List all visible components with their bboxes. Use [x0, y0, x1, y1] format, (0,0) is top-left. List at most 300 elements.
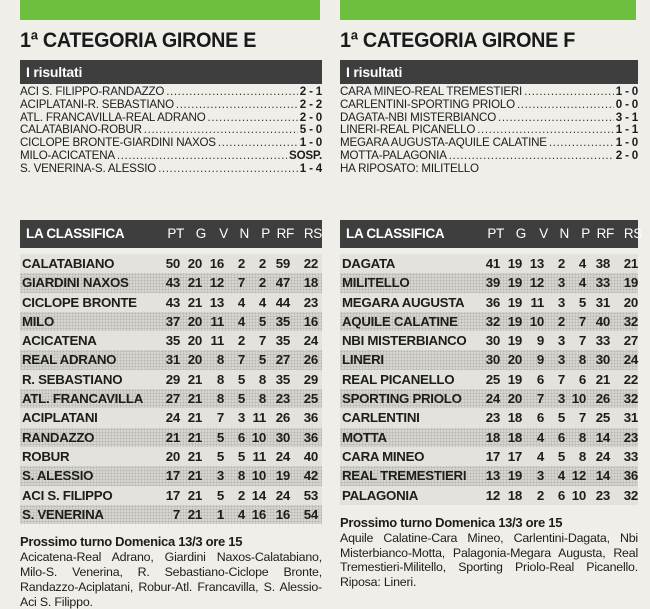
result-match: CARA MINEO-REAL TREMESTIERI [340, 85, 523, 98]
leader-dots [166, 86, 298, 99]
table-row [20, 370, 322, 389]
stat-pt: 17 [485, 448, 500, 464]
team-name: R. SEBASTIANO [22, 371, 123, 387]
results-heading: I risultati [340, 60, 638, 84]
stat-rf: 21 [595, 371, 610, 387]
results-list [340, 84, 638, 214]
stat-p: 10 [571, 391, 586, 407]
stat-rf: 35 [275, 313, 290, 329]
stat-rs: 21 [623, 256, 638, 271]
result-score: 2 - 0 [615, 148, 638, 162]
stat-n: 3 [557, 352, 565, 368]
stat-g: 21 [187, 371, 202, 387]
result-match: ACI S. FILIPPO-RANDAZZO [20, 85, 165, 98]
stat-pt: 36 [485, 294, 500, 310]
team-name: ROBUR [22, 448, 70, 464]
result-score: 0 - 0 [615, 97, 638, 111]
stat-rs: 25 [303, 391, 318, 407]
stat-g: 19 [507, 313, 522, 329]
team-name: SPORTING PRIOLO [342, 391, 462, 407]
stat-g: 19 [507, 256, 522, 271]
stat-rs: 23 [623, 429, 638, 445]
table-row [340, 486, 638, 505]
result-row [340, 99, 638, 112]
stat-p: 8 [578, 429, 586, 445]
stat-v: 4 [536, 448, 544, 464]
stat-g: 18 [507, 487, 522, 503]
table-row [340, 408, 638, 427]
stat-rs: 16 [303, 313, 318, 329]
stat-rs: 32 [623, 487, 638, 503]
table-row [340, 370, 638, 389]
stat-p: 7 [578, 410, 586, 426]
stat-g: 20 [507, 352, 522, 368]
stat-p: 5 [258, 313, 266, 329]
stat-pt: 41 [485, 256, 500, 271]
stat-pt: 18 [485, 429, 500, 445]
stat-rs: 20 [623, 294, 638, 310]
stat-pt: 31 [165, 352, 180, 368]
stat-v: 3 [216, 468, 224, 484]
stat-pt: 37 [165, 313, 180, 329]
result-row [20, 163, 322, 176]
stat-rf: 33 [595, 275, 610, 291]
result-score: 1 - 0 [615, 85, 638, 98]
stat-v: 11 [210, 313, 224, 329]
team-name: MEGARA AUGUSTA [342, 294, 465, 310]
stat-rf: 30 [595, 352, 610, 368]
stat-rf: 24 [275, 487, 290, 503]
stat-p: 7 [258, 333, 266, 349]
result-score: SOSP. [289, 148, 322, 162]
stat-g: 19 [507, 468, 522, 484]
result-score: 1 - 0 [299, 136, 322, 150]
stat-rf: 14 [595, 429, 610, 445]
stat-v: 7 [216, 410, 224, 426]
team-name: RANDAZZO [22, 429, 95, 445]
stat-p: 12 [571, 468, 586, 484]
stat-n: 4 [237, 294, 245, 310]
result-match: CARLENTINI-SPORTING PRIOLO [340, 97, 515, 111]
stat-g: 20 [187, 313, 202, 329]
stat-rs: 36 [623, 468, 638, 484]
stat-rs: 18 [303, 275, 318, 291]
stat-n: 3 [557, 275, 565, 291]
stat-g: 18 [507, 410, 522, 426]
stat-n: 7 [237, 275, 245, 291]
stat-v: 9 [536, 333, 544, 349]
team-name: ATL. FRANCAVILLA [22, 391, 144, 407]
next-round-fixtures: Acicatena-Real Adrano, Giardini Naxos-Calatabiano, Milo-S. Venerina, R. Sebastiano-Ciclope Bronte, Randazzo-Aciplatani, Robur-Atl. Francavilla, S. Alessio-Aci S. Filippo. [20, 550, 322, 609]
table-row [340, 312, 638, 331]
stat-n: 3 [237, 410, 245, 426]
result-score: 3 - 1 [615, 110, 638, 124]
team-name: LINERI [342, 352, 384, 368]
stat-p: 2 [258, 256, 266, 271]
standings-table [340, 254, 638, 505]
result-match: MEGARA AUGUSTA-AQUILE CALATINE [340, 136, 547, 150]
team-name: S. VENERINA [22, 506, 104, 522]
result-match: ACIPLATANI-R. SEBASTIANO [20, 97, 174, 111]
result-score: 2 - 1 [299, 85, 322, 98]
stat-rf: 35 [275, 371, 290, 387]
table-row [20, 466, 322, 485]
table-row [20, 447, 322, 466]
team-name: MILITELLO [342, 275, 410, 291]
stat-g: 20 [507, 391, 522, 407]
stat-rs: 24 [303, 333, 318, 349]
stat-v: 8 [216, 391, 224, 407]
stat-g: 20 [187, 256, 202, 271]
stat-v: 8 [216, 371, 224, 387]
team-name: S. ALESSIO [22, 468, 94, 484]
stat-n: 3 [557, 391, 565, 407]
col-header-p: P [581, 226, 590, 241]
result-match: HA RIPOSATO: MILITELLO [340, 161, 479, 175]
stat-p: 10 [251, 468, 266, 484]
stat-rs: 54 [303, 506, 318, 522]
stat-n: 2 [237, 487, 245, 503]
stat-rf: 35 [275, 333, 290, 349]
result-match: MOTTA-PALAGONIA [340, 148, 447, 162]
stat-rf: 26 [275, 410, 290, 426]
result-row [20, 86, 322, 99]
stat-rf: 23 [595, 487, 610, 503]
girone-e-column [20, 26, 322, 609]
stat-rs: 32 [623, 391, 638, 407]
stat-pt: 30 [485, 333, 500, 349]
result-score: 2 - 2 [299, 97, 322, 111]
stat-n: 7 [237, 352, 245, 368]
table-row [20, 273, 322, 292]
stat-rf: 23 [275, 391, 290, 407]
stat-n: 3 [557, 333, 565, 349]
team-name: CICLOPE BRONTE [22, 294, 137, 310]
stat-p: 8 [258, 391, 266, 407]
stat-n: 2 [557, 256, 565, 271]
team-name: NBI MISTERBIANCO [342, 333, 467, 349]
stat-rs: 27 [623, 333, 638, 349]
stat-pt: 32 [485, 313, 500, 329]
stat-g: 21 [187, 410, 202, 426]
stat-rf: 19 [275, 468, 290, 484]
stat-p: 8 [578, 352, 586, 368]
leader-dots [449, 150, 614, 163]
standings-heading: LA CLASSIFICA [26, 226, 125, 241]
stat-p: 14 [251, 487, 266, 503]
stat-p: 8 [258, 371, 266, 387]
stat-g: 21 [187, 448, 202, 464]
stat-v: 7 [536, 391, 544, 407]
stat-n: 2 [557, 313, 565, 329]
stat-rf: 59 [275, 256, 290, 271]
stat-n: 6 [237, 429, 245, 445]
stat-g: 21 [187, 487, 202, 503]
stat-rf: 44 [275, 294, 290, 310]
result-row [20, 99, 322, 112]
stat-rf: 14 [595, 468, 610, 484]
section-title: 1ª CATEGORIA GIRONE E [20, 29, 257, 52]
table-row [340, 273, 638, 292]
table-row [340, 350, 638, 369]
leader-dots [117, 150, 287, 163]
result-match: ATL. FRANCAVILLA-REAL ADRANO [20, 110, 206, 124]
result-score: 1 - 0 [615, 136, 638, 150]
stat-g: 21 [187, 506, 202, 522]
stat-rf: 26 [595, 391, 610, 407]
stat-rf: 31 [595, 294, 610, 310]
stat-n: 4 [237, 506, 245, 522]
result-match: MILO-ACICATENA [20, 148, 115, 162]
table-row [20, 389, 322, 408]
stat-n: 2 [237, 256, 245, 271]
col-header-n: N [239, 226, 249, 241]
stat-v: 11 [210, 333, 224, 349]
stat-n: 5 [557, 410, 565, 426]
table-row [20, 428, 322, 447]
stat-v: 9 [536, 352, 544, 368]
stat-pt: 50 [165, 256, 180, 271]
leader-dots [498, 112, 614, 125]
leader-dots [549, 137, 614, 150]
result-row [20, 150, 322, 163]
stat-p: 10 [251, 429, 266, 445]
leader-dots [208, 112, 298, 125]
stat-rf: 27 [275, 352, 290, 368]
stat-g: 21 [187, 294, 202, 310]
table-row [20, 312, 322, 331]
stat-pt: 23 [485, 410, 500, 426]
table-row [340, 447, 638, 466]
stat-n: 5 [237, 448, 245, 464]
stat-pt: 24 [485, 391, 500, 407]
stat-rs: 19 [623, 275, 638, 291]
table-row [340, 428, 638, 447]
stat-v: 5 [216, 429, 224, 445]
stat-p: 11 [252, 448, 266, 464]
table-row [20, 350, 322, 369]
stat-rs: 23 [303, 294, 318, 310]
next-round-title: Prossimo turno Domenica 13/3 ore 15 [20, 534, 243, 550]
stat-n: 5 [237, 391, 245, 407]
stat-rs: 26 [303, 352, 318, 368]
stat-v: 3 [536, 468, 544, 484]
team-name: ACI S. FILIPPO [22, 487, 113, 503]
team-name: CARA MINEO [342, 448, 425, 464]
col-header-p: P [261, 226, 270, 241]
result-score: 2 - 0 [299, 110, 322, 124]
stat-pt: 7 [172, 506, 180, 522]
stat-v: 13 [209, 294, 224, 310]
stat-g: 21 [187, 391, 202, 407]
next-round-fixtures: Aquile Calatine-Cara Mineo, Carlentini-Dagata, Nbi Misterbianco-Motta, Palagonia-Megara Augusta, Real Tremestieri-Militello, Sporting Priolo-Real Picanello. Riposa: Lineri. [340, 530, 638, 590]
stat-n: 5 [237, 371, 245, 387]
stat-v: 8 [216, 352, 224, 368]
table-row [20, 486, 322, 505]
stat-v: 10 [529, 313, 544, 329]
stat-p: 4 [578, 275, 586, 291]
stat-p: 11 [252, 410, 266, 426]
stat-pt: 25 [485, 371, 500, 387]
team-name: REAL TREMESTIERI [342, 468, 467, 484]
team-name: MILO [22, 313, 55, 329]
section-title: 1ª CATEGORIA GIRONE F [340, 29, 575, 52]
leader-dots [218, 137, 298, 150]
col-header-n: N [559, 226, 569, 241]
stat-v: 4 [536, 429, 544, 445]
stat-p: 5 [578, 294, 586, 310]
standings-heading: LA CLASSIFICA [346, 226, 445, 241]
stat-v: 6 [536, 410, 544, 426]
stat-v: 6 [536, 371, 544, 387]
stat-n: 7 [557, 371, 565, 387]
stat-pt: 17 [165, 468, 180, 484]
stat-rf: 24 [595, 448, 610, 464]
stat-g: 21 [187, 275, 202, 291]
table-row [20, 254, 322, 273]
col-header-rs: RS [623, 226, 642, 241]
result-score: 5 - 0 [299, 123, 322, 137]
stat-p: 7 [578, 313, 586, 329]
team-name: ACIPLATANI [22, 410, 98, 426]
table-row [340, 254, 638, 273]
stat-g: 18 [507, 429, 522, 445]
stat-pt: 20 [165, 448, 180, 464]
stat-p: 5 [258, 352, 266, 368]
table-row [340, 466, 638, 485]
stat-g: 19 [507, 333, 522, 349]
leader-dots [524, 86, 614, 99]
stat-rs: 42 [303, 468, 318, 484]
team-name: ACICATENA [22, 333, 97, 349]
result-match: CALATABIANO-ROBUR [20, 123, 142, 137]
standings-header [20, 220, 322, 248]
stat-rs: 53 [303, 487, 318, 503]
stat-n: 6 [557, 429, 565, 445]
stat-v: 5 [216, 448, 224, 464]
table-row [20, 293, 322, 312]
table-row [340, 389, 638, 408]
stat-n: 4 [237, 313, 245, 329]
col-header-g: G [195, 226, 206, 241]
col-header-rf: RF [596, 226, 614, 241]
stat-g: 20 [187, 333, 202, 349]
stat-rf: 16 [275, 506, 290, 522]
col-header-v: V [539, 226, 548, 241]
col-header-pt: PT [487, 226, 504, 241]
decorative-green-strip [340, 0, 636, 20]
result-match: S. VENERINA-S. ALESSIO [20, 161, 157, 175]
standings-header [340, 220, 642, 248]
table-row [340, 331, 638, 350]
stat-rs: 24 [623, 352, 638, 368]
stat-g: 19 [507, 371, 522, 387]
stat-pt: 29 [165, 371, 180, 387]
stat-pt: 43 [165, 275, 180, 291]
stat-g: 21 [187, 468, 202, 484]
stat-rs: 22 [303, 256, 318, 271]
team-name: DAGATA [342, 256, 396, 271]
team-name: REAL ADRANO [22, 352, 117, 368]
stat-rf: 38 [595, 256, 610, 271]
stat-pt: 30 [485, 352, 500, 368]
stat-p: 4 [258, 294, 266, 310]
stat-p: 10 [571, 487, 586, 503]
result-score: 1 - 4 [299, 161, 322, 175]
team-name: MOTTA [342, 429, 387, 445]
stat-v: 12 [529, 275, 544, 291]
stat-p: 2 [258, 275, 266, 291]
stat-pt: 24 [165, 410, 180, 426]
team-name: GIARDINI NAXOS [22, 275, 129, 291]
stat-rs: 40 [303, 448, 318, 464]
result-row [340, 163, 638, 176]
stat-rs: 31 [623, 410, 638, 426]
result-row [340, 86, 638, 99]
stat-p: 6 [578, 371, 586, 387]
stat-pt: 12 [485, 487, 500, 503]
results-heading: I risultati [20, 60, 322, 84]
stat-rf: 47 [275, 275, 290, 291]
stat-p: 8 [578, 448, 586, 464]
stat-p: 7 [578, 333, 586, 349]
col-header-pt: PT [167, 226, 184, 241]
stat-rs: 22 [623, 371, 638, 387]
col-header-g: G [515, 226, 526, 241]
stat-n: 4 [557, 468, 565, 484]
stat-n: 5 [557, 448, 565, 464]
stat-rs: 29 [303, 371, 318, 387]
result-match: CICLOPE BRONTE-GIARDINI NAXOS [20, 136, 216, 150]
col-header-rf: RF [276, 226, 294, 241]
decorative-green-strip [20, 0, 320, 20]
stat-n: 6 [557, 487, 565, 503]
leader-dots [517, 99, 614, 112]
stat-pt: 13 [485, 468, 500, 484]
stat-rf: 33 [595, 333, 610, 349]
stat-g: 19 [507, 275, 522, 291]
stat-v: 1 [216, 506, 224, 522]
stat-rs: 33 [623, 448, 638, 464]
stat-rs: 36 [303, 410, 318, 426]
stat-pt: 27 [165, 391, 180, 407]
table-row [20, 331, 322, 350]
stat-pt: 43 [165, 294, 180, 310]
result-row [340, 150, 638, 163]
stat-n: 3 [557, 294, 565, 310]
team-name: CALATABIANO [22, 256, 115, 271]
stat-rf: 24 [275, 448, 290, 464]
stat-pt: 39 [485, 275, 500, 291]
result-match: LINERI-REAL PICANELLO [340, 123, 476, 137]
stat-pt: 21 [165, 429, 180, 445]
table-row [340, 293, 638, 312]
stat-n: 2 [237, 333, 245, 349]
stat-g: 19 [507, 294, 522, 310]
col-header-rs: RS [303, 226, 322, 241]
stat-v: 16 [209, 256, 224, 271]
team-name: CARLENTINI [342, 410, 420, 426]
stat-v: 12 [209, 275, 224, 291]
team-name: AQUILE CALATINE [342, 313, 458, 329]
results-list [20, 84, 322, 214]
stat-rs: 36 [303, 429, 318, 445]
stat-rf: 30 [275, 429, 290, 445]
leader-dots [176, 99, 298, 112]
col-header-v: V [219, 226, 228, 241]
stat-v: 11 [530, 294, 544, 310]
stat-p: 4 [578, 256, 586, 271]
